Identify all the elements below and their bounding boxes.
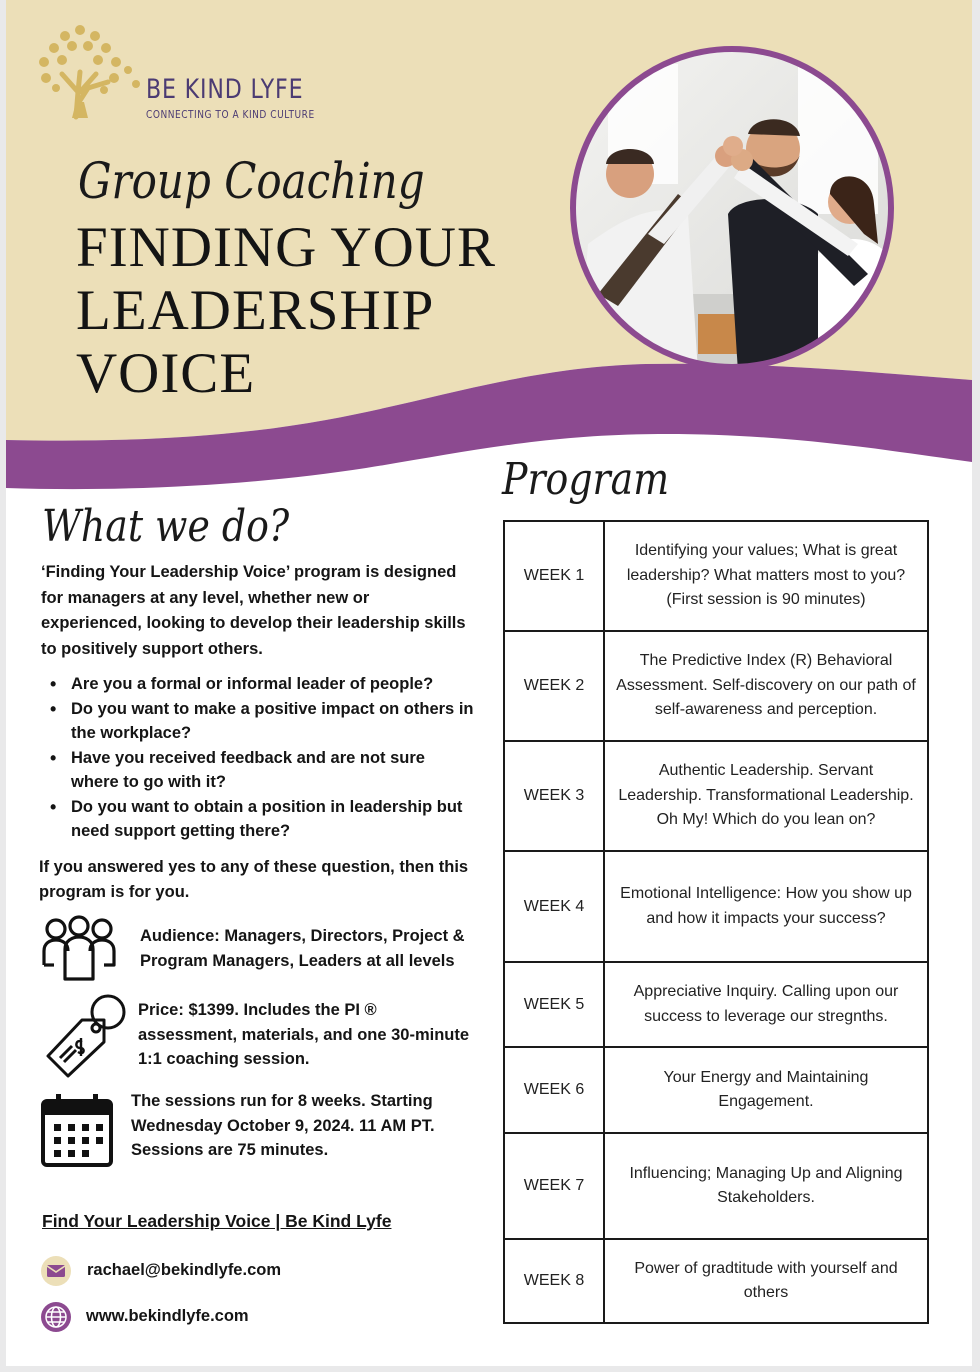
- week-description: Appreciative Inquiry. Calling upon our success to leverage our stregnths.: [633, 983, 899, 1025]
- week-label: WEEK 1: [505, 522, 605, 630]
- week-label: WEEK 4: [505, 852, 605, 961]
- brand-tagline: CONNECTING TO A KIND CULTURE: [146, 109, 315, 121]
- week-description: Authentic Leadership. Servant Leadership. Transformational Leadership. Oh My! Which do you lean on?: [618, 762, 914, 829]
- team-high-five-photo: [568, 44, 896, 372]
- week-description: Power of gradtitude with yourself and others: [634, 1259, 898, 1301]
- hero-title-line: VOICE: [76, 342, 256, 405]
- hero-title-line: FINDING YOUR: [76, 216, 496, 279]
- website-url[interactable]: www.bekindlyfe.com: [86, 1307, 249, 1325]
- audience-text: Audience: Managers, Directors, Project & Program Managers, Leaders at all levels: [140, 927, 465, 970]
- question-list: [50, 672, 474, 844]
- week-label: WEEK 2: [505, 632, 605, 740]
- closing-paragraph: If you answered yes to any of these question, then this program is for you.: [39, 858, 469, 901]
- flyer-page: [6, 0, 972, 1366]
- table-row: [505, 630, 927, 740]
- table-row: [505, 522, 927, 630]
- table-row: [505, 850, 927, 961]
- list-item: • Do you want to make a positive impact on others in the workplace?: [50, 697, 474, 746]
- people-group-icon: [42, 915, 116, 983]
- list-item: • Have you received feedback and are not sure where to go with it?: [50, 746, 474, 795]
- list-item: • Are you a formal or informal leader of people?: [50, 672, 474, 697]
- week-label: WEEK 7: [505, 1134, 605, 1238]
- table-row: [505, 1132, 927, 1238]
- table-row: [505, 1046, 927, 1132]
- brand-name: BE KIND LYFE: [146, 74, 304, 105]
- week-label: WEEK 6: [505, 1048, 605, 1132]
- schedule-text: The sessions run for 8 weeks. Starting Wednesday October 9, 2024. 11 AM PT. Sessions are 75 minutes.: [131, 1092, 435, 1159]
- week-label: WEEK 3: [505, 742, 605, 850]
- globe-icon: [40, 1301, 72, 1333]
- table-row: [505, 740, 927, 850]
- program-heading: Program: [502, 454, 670, 505]
- what-we-do-heading: What we do?: [42, 501, 290, 552]
- calendar-icon: [40, 1092, 114, 1168]
- hero-subtitle: Group Coaching: [78, 152, 425, 210]
- week-description: Identifying your values; What is great leadership? What matters most to you? (First session is 90 minutes): [626, 542, 906, 609]
- price-text: Price: $1399. Includes the PI ® assessment, materials, and one 30-minute 1:1 coaching session.: [138, 1001, 470, 1068]
- week-description: Your Energy and Maintaining Engagement.: [663, 1068, 869, 1110]
- hero-title-line: LEADERSHIP: [76, 279, 435, 342]
- week-description: Emotional Intelligence: How you show up and how it impacts your success?: [620, 885, 912, 927]
- envelope-icon: [40, 1255, 72, 1287]
- list-item: • Do you want to obtain a position in leadership but need support getting there?: [50, 795, 474, 844]
- email-address[interactable]: rachael@bekindlyfe.com: [87, 1261, 281, 1279]
- intro-paragraph: ‘Finding Your Leadership Voice’ program is designed for managers at any level, whether new or experienced, looking to develop their leadership skills to positively support others.: [41, 563, 466, 658]
- table-row: [505, 1238, 927, 1322]
- week-label: WEEK 5: [505, 963, 605, 1046]
- price-tag-icon: [42, 990, 132, 1080]
- table-row: [505, 961, 927, 1046]
- hero-title: [76, 216, 496, 405]
- program-table: [503, 520, 929, 1324]
- week-description: Influencing; Managing Up and Aligning Stakeholders.: [629, 1164, 903, 1206]
- week-description: The Predictive Index (R) Behavioral Assessment. Self-discovery on our path of self-awareness and perception.: [616, 652, 916, 719]
- program-link[interactable]: Find Your Leadership Voice | Be Kind Lyfe: [42, 1211, 392, 1231]
- tree-icon: [32, 22, 142, 122]
- week-label: WEEK 8: [505, 1240, 605, 1322]
